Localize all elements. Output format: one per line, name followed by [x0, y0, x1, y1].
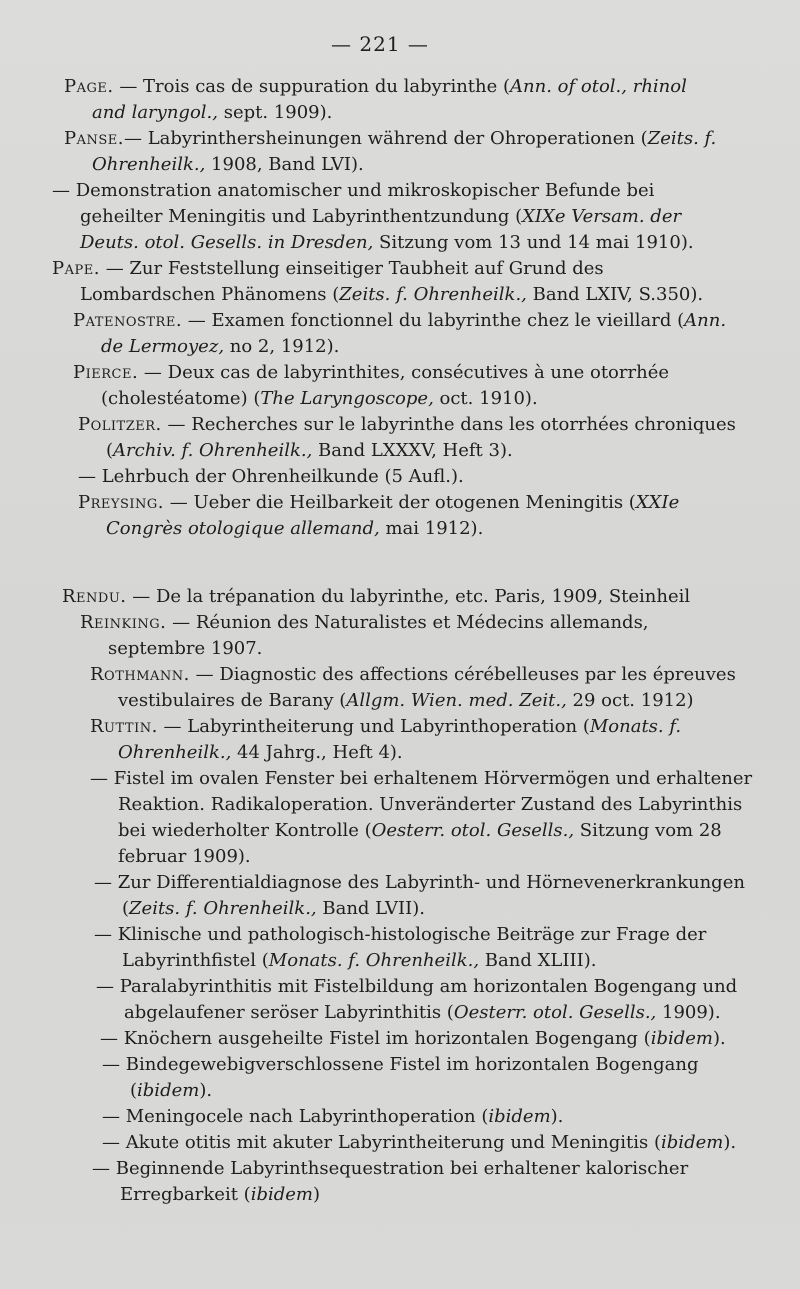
entry-author: Politzer. [78, 414, 162, 435]
section-gap [0, 542, 800, 584]
bibliography-entry [0, 1130, 765, 1156]
bibliography-entry [0, 1052, 765, 1104]
entry-author: Pape. [52, 258, 100, 279]
entry-author: Reinking. [80, 612, 167, 633]
bibliography-entry [0, 870, 757, 922]
entry-citation: Oesterr. otol. Gesells., [371, 820, 575, 841]
entry-text: — Akute otitis mit akuter Labyrintheiterung und Meningitis ( [102, 1132, 662, 1153]
entry-text: — Trois cas de suppuration du labyrinthe ( [113, 76, 511, 97]
entry-citation: Allgm. Wien. med. Zeit., [346, 690, 567, 711]
entry-text: — Labyrinthersheinungen während der Ohroperationen ( [124, 128, 648, 149]
entry-tail: sept. 1909). [217, 102, 333, 123]
entry-tail: Band LXXXV, Heft 3). [312, 440, 513, 461]
bibliography-entry [0, 922, 757, 974]
bibliography-entry [0, 464, 746, 490]
entry-tail: ). [723, 1132, 737, 1153]
bibliography-entry [0, 714, 753, 766]
entry-citation: Monats. f. Ohrenheilk., [118, 716, 682, 763]
page-number: — 221 — [331, 32, 429, 56]
entry-citation: ibidem [137, 1080, 200, 1101]
entry-citation: ibidem [661, 1132, 724, 1153]
bibliography-entry [0, 1156, 760, 1208]
entry-citation: ibidem [488, 1106, 551, 1127]
entry-citation: Zeits. f. Ohrenheilk., [92, 128, 717, 175]
bibliography-entry [0, 974, 759, 1026]
bibliography-entry [0, 662, 748, 714]
entry-text: — Labyrintheiterung und Labyrinthoperation ( [157, 716, 590, 737]
entry-tail: 1909). [656, 1002, 721, 1023]
entry-text: — Meningocele nach Labyrinthoperation ( [102, 1106, 489, 1127]
entry-author: Panse. [64, 128, 124, 149]
entry-text: — Paralabyrinthitis mit Fistelbildung am horizontalen Bogengang und abgelaufener seröser Labyrinthitis ( [96, 976, 738, 1023]
entry-citation: Ann. of otol., rhinol and laryngol., [92, 76, 687, 123]
entry-tail: 1908, Band LVI). [205, 154, 364, 175]
entry-tail: no 2, 1912). [224, 336, 340, 357]
entry-text: — Beginnende Labyrinthsequestration bei erhaltener kalorischer Erregbarkeit ( [92, 1158, 689, 1205]
entry-text: — Ueber die Heilbarkeit der otogenen Meningitis ( [164, 492, 636, 513]
bibliography-entry [0, 74, 722, 126]
entry-text: — Lehrbuch der Ohrenheilkunde (5 Aufl.). [78, 466, 464, 487]
entry-citation: XIXe Versam. der Deuts. otol. Gesells. in Dresden, [80, 206, 682, 253]
entry-tail: ) [312, 1184, 320, 1205]
bibliography-entry [0, 256, 735, 308]
entry-author: Ruttin. [90, 716, 158, 737]
entry-text: — Knöchern ausgeheilte Fistel im horizontalen Bogengang ( [100, 1028, 651, 1049]
bibliography-entry [0, 610, 748, 662]
bibliography-entry [0, 1026, 763, 1052]
entry-tail: 29 oct. 1912) [566, 690, 694, 711]
entry-citation: ibidem [650, 1028, 713, 1049]
entry-author: Rendu. [62, 586, 127, 607]
entry-tail: mai 1912). [379, 518, 484, 539]
entry-citation: Zeits. f. Ohrenheilk., [339, 284, 527, 305]
entry-tail: ). [550, 1106, 564, 1127]
bibliography-entry [0, 766, 753, 870]
entry-author: Patenostre. [73, 310, 183, 331]
entry-citation: XXIe Congrès otologique allemand, [106, 492, 680, 539]
entry-author: Preysing. [78, 492, 164, 513]
entry-text: — Zur Differentialdiagnose des Labyrinth- und Hörnevenerkrankungen ( [94, 872, 745, 919]
entry-text: — Klinische und pathologisch-histologische Beiträge zur Frage der Labyrinthfistel ( [94, 924, 707, 971]
bibliography-entry [0, 490, 746, 542]
entry-tail: 44 Jahrg., Heft 4). [231, 742, 403, 763]
entry-tail: ). [199, 1080, 213, 1101]
bibliography-entry [0, 126, 727, 178]
bibliography-entry [0, 584, 750, 610]
entry-text: — Diagnostic des affections cérébelleuses par les épreuves vestibulaires de Barany ( [118, 664, 736, 711]
entry-text: — Examen fonctionnel du labyrinthe chez le vieillard ( [182, 310, 685, 331]
entry-text: — Demonstration anatomischer und mikroskopischer Befunde bei geheilter Meningitis und Labyrinthentzundung ( [52, 180, 655, 227]
entry-citation: Oesterr. otol. Gesells., [453, 1002, 657, 1023]
entry-author: Page. [64, 76, 114, 97]
entry-citation: Ann. de Lermoyez, [101, 310, 727, 357]
bibliography-entry [0, 178, 730, 256]
entry-author: Pierce. [73, 362, 139, 383]
entry-text: — Fistel im ovalen Fenster bei erhaltenem Hörvermögen und erhaltener Reaktion. Radikaloperation. Unveränderter Zustand des Labyrinthis bei wiederholter Kontrolle ( [90, 768, 753, 841]
bibliography-entry [0, 1104, 760, 1130]
entry-text: — Recherches sur le labyrinthe dans les otorrhées chroniques ( [106, 414, 736, 461]
entry-text: — Deux cas de labyrinthites, consécutives à une otorrhée (cholestéatome) ( [101, 362, 670, 409]
entry-citation: ibidem [250, 1184, 313, 1205]
entry-author: Rothmann. [90, 664, 190, 685]
entry-tail: Band XLIII). [479, 950, 597, 971]
bibliography-entry [0, 308, 736, 360]
entry-tail: Band LVII). [316, 898, 425, 919]
entry-tail: Sitzung vom 28 februar 1909). [118, 820, 722, 867]
entry-tail: oct. 1910). [433, 388, 538, 409]
entry-citation: Monats. f. Ohrenheilk., [268, 950, 480, 971]
entry-text: — Réunion des Naturalistes et Médecins allemands, septembre 1907. [108, 612, 649, 659]
entry-tail: Sitzung vom 13 und 14 mai 1910). [373, 232, 694, 253]
entry-tail: ). [712, 1028, 726, 1049]
entry-text: — De la trépanation du labyrinthe, etc. Paris, 1909, Steinheil [126, 586, 691, 607]
bibliography-entry [0, 360, 741, 412]
entry-citation: The Laryngoscope, [260, 388, 434, 409]
entry-text: — Zur Feststellung einseitiger Taubheit auf Grund des Lombardschen Phänomens ( [80, 258, 604, 305]
entry-tail: Band LXIV, S.350). [526, 284, 704, 305]
bibliography-list [0, 74, 800, 1208]
entry-citation: Archiv. f. Ohrenheilk., [113, 440, 313, 461]
entry-citation: Zeits. f. Ohrenheilk., [129, 898, 317, 919]
bibliography-entry [0, 412, 746, 464]
entry-text: — Bindegewebigverschlossene Fistel im horizontalen Bogengang ( [102, 1054, 699, 1101]
